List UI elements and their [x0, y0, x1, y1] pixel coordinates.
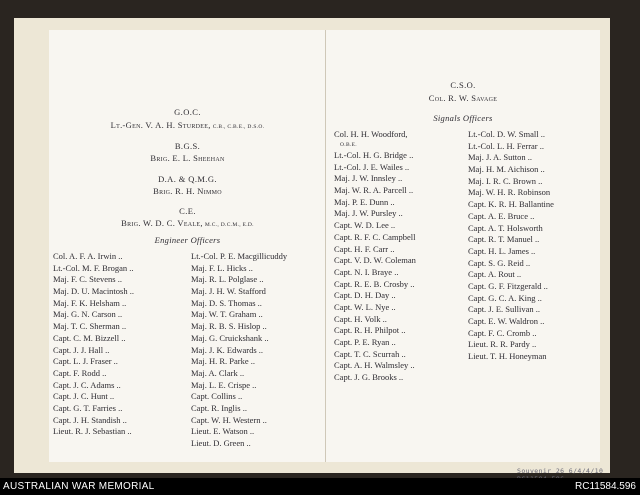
officer-entry: Lt.-Col. J. E. Wailes ..: [334, 161, 410, 172]
officer-entry: Lieut. D. Green ..: [191, 438, 251, 448]
officer-entry: Capt. R. T. Manuel ..: [468, 234, 540, 245]
officer-entry: Capt. J. E. Sullivan ..: [468, 304, 541, 315]
officer-entry: Capt. T. C. Scurrah ..: [334, 348, 406, 359]
officer-entry: Lieut. E. Watson ..: [191, 426, 255, 437]
officer-entry: Capt. W. L. Nye ..: [334, 301, 396, 312]
officer-entry: Capt. L. J. Fraser ..: [53, 356, 118, 367]
officer-entry: Lieut. R. R. Pardy ..: [468, 339, 537, 350]
officer-entry: Capt. G. F. Fitzgerald ..: [468, 280, 548, 291]
officer-entry: Maj. P. E. Dunn ..: [334, 196, 395, 207]
officer-entry: Lt.-Col. P. E. Macgillicuddy: [191, 251, 288, 261]
left-page: [49, 30, 326, 462]
officer-entry: Maj. G. N. Carson ..: [53, 309, 123, 320]
officer-entry: Capt. J. G. Brooks ..: [334, 372, 404, 383]
officer-entry: Maj. J. A. Sutton ..: [468, 152, 532, 163]
officer-entry: Maj. L. E. Crispe ..: [191, 379, 257, 390]
officer-entry: Lt.-Col. H. G. Bridge ..: [334, 150, 414, 160]
officer-entry: Lieut. R. J. Sebastian ..: [53, 426, 132, 437]
officer-entry: Maj. J. H. W. Stafford: [191, 286, 266, 297]
officer-entry: Capt. G. C. A. King ..: [468, 292, 542, 303]
officer-entry: Capt. F. C. Cromb ..: [468, 327, 537, 338]
officer-entry: Capt. R. F. C. Campbell: [334, 231, 416, 242]
officer-entry: Capt. N. I. Braye ..: [334, 266, 399, 277]
officer-entry: Col. A. F. A. Irwin ..: [53, 251, 123, 261]
officer-entry: Maj. D. S. Thomas ..: [191, 297, 262, 308]
officer-entry: Maj. R. L. Polglase ..: [191, 274, 264, 285]
goc-name: Lt.-Gen. V. A. H. Sturdee,: [110, 120, 211, 130]
officer-entry: Lt.-Col. L. H. Ferrar ..: [468, 140, 545, 151]
goc-line: [49, 120, 326, 130]
officer-entry: Capt. K. R. H. Ballantine: [468, 199, 554, 210]
goc-title: G.O.C.: [174, 107, 201, 117]
officer-entry: Maj. T. C. Sherman ..: [53, 321, 127, 332]
officer-entry: Capt. A. Rout ..: [468, 269, 522, 280]
officer-entry: Lieut. T. H. Honeyman: [468, 351, 547, 362]
signals-officers-column-2: [468, 129, 554, 363]
bgs-name: Brig. E. L. Sheehan: [150, 153, 225, 163]
officer-entry: Capt. H. Volk ..: [334, 313, 387, 324]
ce-name: Brig. W. D. C. Veale,: [121, 218, 203, 228]
engineer-officers-heading: Engineer Officers: [154, 235, 221, 245]
mount-board: [14, 18, 610, 473]
officer-entry: Capt. J. C. Hunt ..: [53, 391, 115, 402]
officer-entry: Maj. W. R. A. Parcell ..: [334, 185, 414, 196]
officer-entry: Capt. H. L. James ..: [468, 245, 536, 256]
officer-entry: Maj. J. W. Innsley ..: [334, 173, 403, 184]
officer-entry: Maj. F. K. Helsham ..: [53, 297, 127, 308]
officer-entry: Maj. R. B. S. Hislop ..: [191, 321, 267, 332]
ce-postnominals: M.C., D.C.M., E.D.: [204, 222, 254, 228]
engineer-officers-column-2: [191, 251, 287, 450]
officer-entry: Capt. J. J. Hall ..: [53, 344, 110, 355]
officer-entry: Maj. D. U. Macintosh ..: [53, 286, 134, 297]
officer-entry: Maj. H. R. Parke ..: [191, 356, 255, 367]
officer-entry: Capt. H. F. Carr ..: [334, 243, 395, 254]
officer-entry: Capt. R. E. B. Crosby ..: [334, 278, 415, 289]
officer-entry: Maj. A. Clark ..: [191, 367, 245, 378]
officer-entry: Maj. J. W. Pursley ..: [334, 208, 403, 219]
officer-entry: Capt. A. T. Holsworth: [468, 222, 543, 233]
officer-entry: Capt. P. E. Ryan ..: [334, 337, 396, 347]
footer-institution: AUSTRALIAN WAR MEMORIAL: [3, 481, 155, 492]
officer-entry: Capt. R. H. Philpot ..: [334, 325, 406, 336]
signals-officers-column-1: [334, 129, 416, 384]
officer-entry: Lt.-Col. M. F. Brogan ..: [53, 262, 134, 273]
officer-entry: Maj. H. M. Aichison ..: [468, 164, 545, 175]
officer-name: Col. H. H. Woodford,: [334, 129, 408, 139]
goc-postnominals: C.B., C.B.E., D.S.O.: [212, 124, 265, 130]
officer-entry: Capt. S. G. Reid ..: [468, 257, 531, 268]
officer-entry: Capt. D. H. Day ..: [334, 290, 396, 301]
officer-entry: Capt. V. D. W. Coleman: [334, 255, 416, 266]
officer-entry: Lt.-Col. D. W. Small ..: [468, 129, 545, 139]
officer-entry: Maj. F. L. Hicks ..: [191, 262, 253, 273]
officer-entry: Maj. W. H. R. Robinson: [468, 187, 551, 198]
officer-entry: Capt. A. E. Bruce ..: [468, 210, 535, 221]
right-page: [326, 30, 600, 462]
officer-entry: Maj. W. T. Graham ..: [191, 309, 263, 320]
officer-entry: Maj. I. R. C. Brown ..: [468, 175, 543, 186]
officer-entry: Capt. C. M. Bizzell ..: [53, 332, 126, 343]
cso-name: Col. R. W. Savage: [428, 93, 498, 103]
officer-entry: Capt. R. Inglis ..: [191, 402, 247, 413]
ce-title: C.E.: [179, 206, 196, 216]
officer-entry: Capt. J. H. Standish ..: [53, 414, 127, 425]
daqmg-title: D.A. & Q.M.G.: [158, 174, 217, 184]
officer-entry: Capt. Collins ..: [191, 391, 243, 402]
bgs-title: B.G.S.: [174, 141, 201, 151]
handwritten-reference: Souvenir 26 6/4/4/10: [517, 467, 604, 475]
officer-entry: [334, 129, 416, 150]
officer-entry: Capt. J. C. Adams ..: [53, 379, 121, 390]
officer-entry: Capt. A. H. Walmsley ..: [334, 360, 415, 371]
officer-entry: Maj. F. C. Stevens ..: [53, 274, 122, 285]
engineer-officers-column-1: [53, 251, 134, 438]
cso-title: C.S.O.: [450, 80, 476, 90]
signals-officers-heading: Signals Officers: [433, 113, 493, 123]
officer-entry: Capt. F. Rodd ..: [53, 367, 107, 378]
footer-accession-number: RC11584.596: [575, 481, 636, 492]
daqmg-name: Brig. R. H. Nimmo: [153, 186, 222, 196]
officer-entry: Capt. G. T. Farries ..: [53, 402, 123, 413]
officer-entry: Capt. E. W. Waldron ..: [468, 316, 545, 326]
officer-entry: Capt. W. D. Lee ..: [334, 220, 396, 231]
ce-line: [49, 218, 326, 228]
officer-entry: Maj. G. Cruickshank ..: [191, 332, 269, 343]
officer-entry: Maj. J. K. Edwards ..: [191, 344, 264, 355]
officer-entry: Capt. W. H. Western ..: [191, 414, 267, 425]
woodford-postnominals: O.B.E.: [340, 141, 357, 148]
